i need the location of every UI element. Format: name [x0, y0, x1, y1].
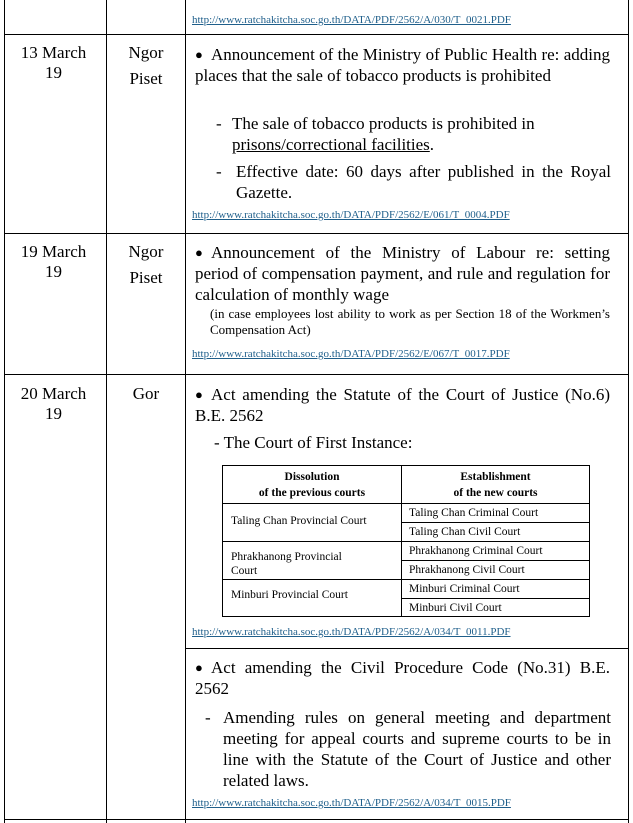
court-table-divider [401, 560, 589, 561]
column-divider-2 [185, 0, 186, 823]
header-line: of the new courts [453, 487, 538, 499]
bullet-icon: ● [195, 47, 203, 62]
bullet-icon: ● [195, 387, 203, 402]
type-cell [108, 239, 184, 291]
row-divider [4, 374, 629, 375]
sub-item: - The sale of tobacco products is prohibited in prisons/correctional facilities. [216, 114, 535, 154]
type-cell: Gor [132, 384, 160, 403]
court-table-divider [401, 522, 589, 523]
sub-item-text: The sale of tobacco products is prohibited in [232, 114, 535, 133]
entry-title-text: Act amending the Civil Procedure Code (No.31) B.E. 2562 [195, 658, 610, 698]
row-divider [4, 233, 629, 234]
court-table-divider [401, 598, 589, 599]
type-line: Ngor [128, 43, 164, 62]
bullet-icon: ● [195, 660, 203, 675]
sub-item: - Amending rules on general meeting and department meeting for appeal courts and supreme courts to be in line with the Statute of the Court of Justice and other related laws. [205, 708, 611, 790]
entry-title [195, 384, 610, 426]
new-court: Minburi Criminal Court [409, 583, 520, 595]
sub-item-text: Amending rules on general meeting and department meeting for appeal courts and supreme courts to be in line with the Statute of the Court of Justice and other related laws. [223, 708, 611, 790]
previous-court [231, 550, 342, 578]
gazette-link[interactable]: http://www.ratchakitcha.soc.go.th/DATA/PDF/2562/A/034/T_0011.PDF [192, 626, 511, 638]
type-line: Ngor [128, 242, 164, 261]
gazette-link[interactable]: http://www.ratchakitcha.soc.go.th/DATA/PDF/2562/E/061/T_0004.PDF [192, 209, 510, 221]
header-line: Dissolution [284, 471, 340, 483]
column-divider-1 [106, 0, 107, 823]
date-cell [5, 384, 102, 424]
gazette-link[interactable]: http://www.ratchakitcha.soc.go.th/DATA/PDF/2562/A/030/T_0021.PDF [192, 14, 511, 26]
table-border-bottom [4, 819, 629, 820]
new-court: Taling Chan Criminal Court [409, 507, 539, 519]
underlined-term: prisons/correctional facilities [232, 135, 430, 154]
sub-item: - Effective date: 60 days after published in the Royal Gazette. [216, 162, 611, 202]
date-year: 19 [45, 63, 62, 82]
gazette-link[interactable]: http://www.ratchakitcha.soc.go.th/DATA/PDF/2562/E/067/T_0017.PDF [192, 348, 510, 360]
court-table [222, 465, 590, 617]
sub-heading: - The Court of First Instance: [214, 433, 413, 452]
court-table-header-previous [223, 469, 401, 507]
court-table-header-new [402, 469, 589, 507]
header-line: of the previous courts [258, 487, 366, 499]
type-line: Piset [129, 268, 163, 287]
previous-court: Taling Chan Provincial Court [231, 515, 367, 527]
punctuation: . [429, 135, 435, 154]
new-court: Phrakhanong Civil Court [409, 564, 525, 576]
header-line: Establishment [460, 471, 531, 483]
row-divider [4, 34, 629, 35]
new-court: Minburi Civil Court [409, 602, 502, 614]
previous-court: Minburi Provincial Court [231, 589, 348, 601]
date-year: 19 [45, 404, 62, 423]
table-border-right [628, 0, 629, 823]
entry-title [195, 242, 610, 305]
court-table-divider [223, 541, 589, 542]
sub-item-text: Effective date: 60 days after published in the Royal Gazette. [236, 162, 611, 202]
entry-title-text: Act amending the Statute of the Court of Justice (No.6) B.E. 2562 [195, 385, 610, 425]
date-day-month: 13 March [20, 43, 87, 62]
entry-title-text: Announcement of the Ministry of Public Health re: adding places that the sale of tobacco products is prohibited [195, 45, 610, 85]
date-year: 19 [45, 262, 62, 281]
type-line: Piset [129, 69, 163, 88]
bullet-icon: ● [195, 245, 203, 260]
previous-court-line: Court [231, 565, 258, 577]
entry-title [195, 44, 610, 86]
date-day-month: 20 March [20, 384, 87, 403]
new-court: Phrakhanong Criminal Court [409, 545, 543, 557]
gazette-link[interactable]: http://www.ratchakitcha.soc.go.th/DATA/PDF/2562/A/034/T_0015.PDF [192, 797, 511, 809]
row-divider [185, 648, 629, 649]
entry-title-text: Announcement of the Ministry of Labour re: setting period of compensation payment, and rule and regulation for calculation of monthly wage [195, 243, 610, 304]
previous-court-line: Phrakhanong Provincial [231, 551, 342, 563]
date-day-month: 19 March [20, 242, 87, 261]
new-court: Taling Chan Civil Court [409, 526, 521, 538]
entry-note: (in case employees lost ability to work as per Section 18 of the Workmen’s Compensation Act) [210, 306, 610, 337]
entry-title [195, 657, 610, 699]
type-cell [108, 40, 184, 92]
date-cell [5, 43, 102, 83]
court-table-divider [223, 579, 589, 580]
date-cell [5, 242, 102, 282]
